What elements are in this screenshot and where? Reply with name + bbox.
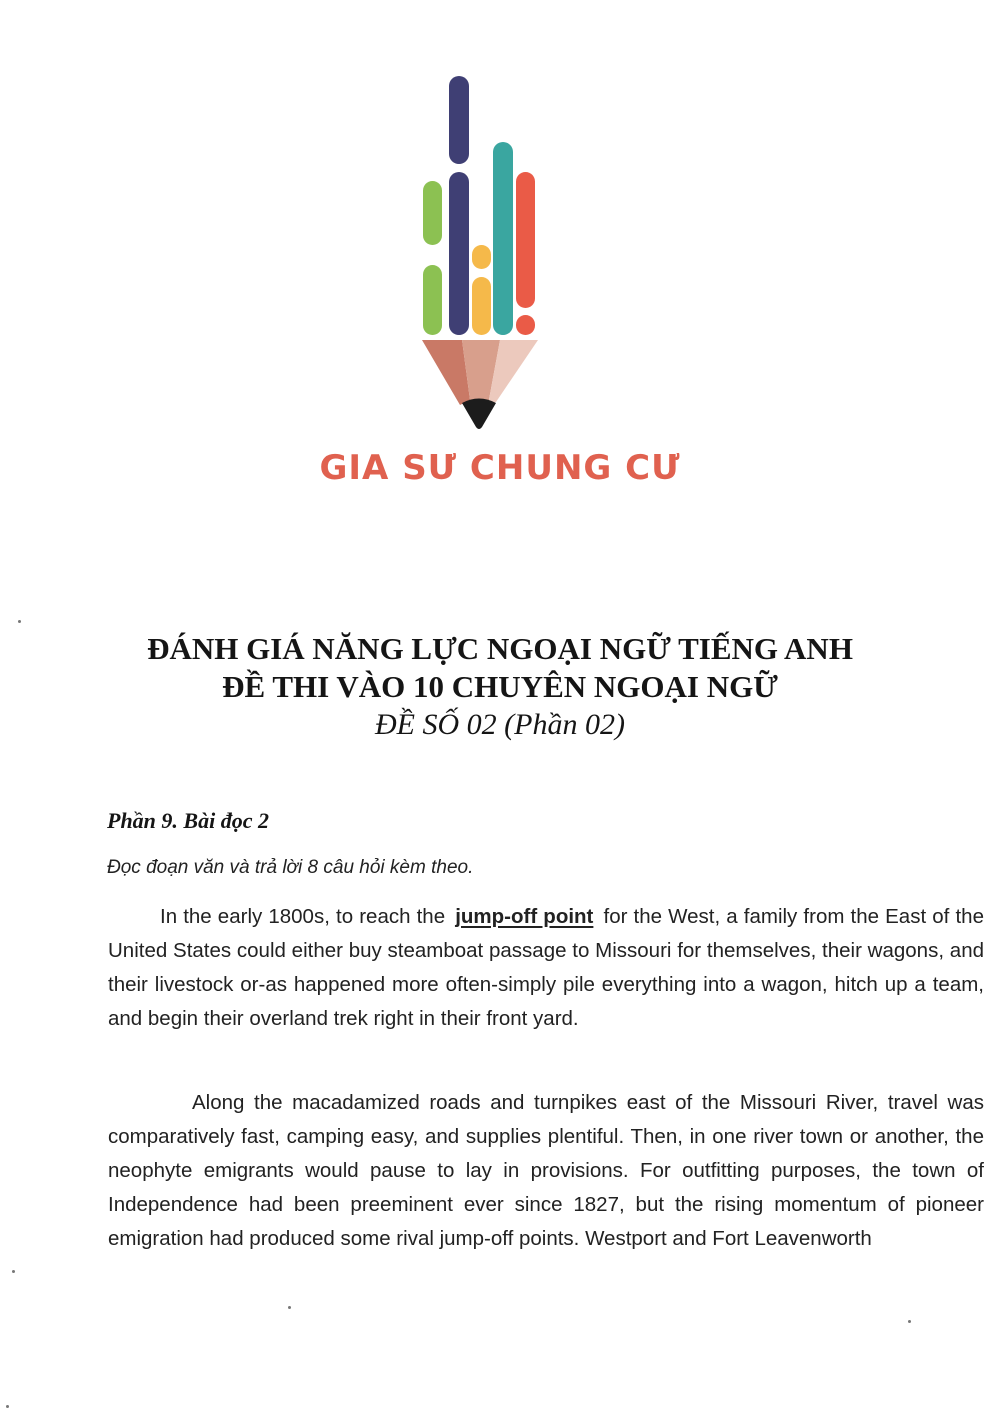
- scan-speck: [6, 1405, 9, 1408]
- scan-speck: [288, 1306, 291, 1309]
- scan-speck: [908, 1320, 911, 1323]
- title-subline: ĐỀ SỐ 02 (Phần 02): [375, 708, 625, 741]
- logo-bar-green-top: [423, 181, 442, 245]
- logo-bar-orange: [472, 277, 491, 335]
- logo-tip-left: [422, 340, 470, 405]
- passage-keyword: jump-off point: [455, 905, 594, 928]
- logo-lead: [462, 399, 496, 430]
- scan-speck: [18, 620, 21, 623]
- logo-bar-coral-dot: [516, 315, 535, 335]
- section-instruction: Đọc đoạn văn và trả lời 8 câu hỏi kèm theo.: [107, 857, 474, 878]
- logo-bar-navy: [449, 172, 469, 335]
- section-title: Phần 9. Bài đọc 2: [107, 808, 269, 833]
- brand-name: GIA SƯ CHUNG CƯ: [319, 448, 681, 488]
- logo-bar-navy-dot: [449, 76, 469, 164]
- scan-speck: [12, 1270, 15, 1273]
- logo-bar-orange-dot: [472, 245, 491, 269]
- logo-bar-green-bottom: [423, 265, 442, 335]
- logo-bar-coral: [516, 172, 535, 308]
- logo-bar-teal: [493, 142, 513, 335]
- pencil-logo: [400, 60, 600, 440]
- passage-paragraph-2: [108, 1086, 984, 1256]
- title-line-1: ĐÁNH GIÁ NĂNG LỰC NGOẠI NGỮ TIẾNG ANH: [147, 631, 853, 666]
- passage-p2: Along the macadamized roads and turnpikes east of the Missouri River, travel was comparatively fast, camping easy, and supplies plentiful. Then, in one river town or another, the neophyte emigrants would pause to lay in provisions. For outfitting purposes, the town of Independence had been preeminent ever since 1827, but the rising momentum of pioneer emigration had produced some rival jump-off points. Westport and Fort Leavenworth: [108, 1091, 984, 1250]
- passage-paragraph-1: [108, 900, 984, 1036]
- title-block: [0, 630, 1000, 744]
- title-line-2: ĐỀ THI VÀO 10 CHUYÊN NGOẠI NGỮ: [222, 669, 778, 704]
- passage-p1-before: In the early 1800s, to reach the: [160, 905, 446, 928]
- passage-p1-after: for the West, a family from the East of the United States could either buy steamboat passage to Missouri for themselves, their wagons, and their livestock or-as happened more often-simply pile everything into a wagon, hitch up a team, and begin their overland trek right in their front yard.: [108, 905, 984, 1030]
